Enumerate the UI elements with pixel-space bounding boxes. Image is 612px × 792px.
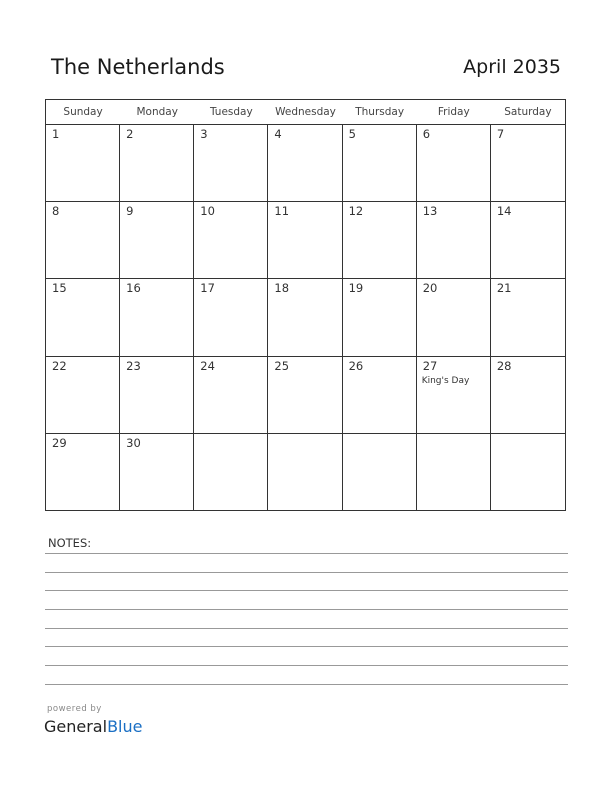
day-cell (194, 125, 268, 202)
day-number: 16 (126, 281, 141, 296)
day-number: 9 (126, 204, 134, 219)
calendar-grid (45, 99, 566, 511)
day-cell (268, 125, 342, 202)
day-cell (343, 357, 417, 434)
weekday-friday: Friday (437, 106, 470, 118)
day-number: 10 (200, 204, 215, 219)
day-cell (417, 125, 491, 202)
weekday-monday: Monday (136, 106, 178, 118)
day-cell (194, 202, 268, 279)
day-number: 28 (496, 358, 512, 373)
weekday-wednesday: Wednesday (275, 106, 336, 118)
day-cell (46, 357, 120, 434)
day-cell (491, 125, 565, 202)
day-number: 7 (496, 127, 505, 141)
weekday-sunday: Sunday (63, 106, 103, 118)
day-number: 14 (496, 204, 512, 219)
day-number: 3 (200, 127, 208, 141)
weekday-header-row (46, 100, 565, 125)
day-number: 18 (274, 281, 290, 296)
day-number: 4 (274, 127, 282, 141)
day-number: 13 (422, 204, 438, 219)
day-number: 24 (200, 358, 215, 373)
day-number: 2 (126, 127, 134, 141)
days-grid (46, 125, 565, 511)
day-cell (46, 279, 120, 356)
holiday-label: King's Day (421, 375, 470, 386)
day-number: 22 (52, 358, 67, 373)
day-number: 20 (422, 281, 438, 296)
day-cell (343, 434, 417, 511)
day-number: 23 (126, 358, 141, 373)
day-cell (194, 357, 268, 434)
day-number: 5 (348, 127, 356, 141)
notes-line (45, 628, 568, 629)
day-number: 21 (496, 281, 512, 296)
day-cell (268, 202, 342, 279)
day-number: 29 (52, 435, 67, 450)
day-cell (120, 357, 194, 434)
month-year-title: April 2035 (463, 56, 561, 78)
day-number: 27 (422, 358, 438, 373)
day-cell (417, 434, 491, 511)
notes-line (45, 572, 568, 573)
day-number: 11 (274, 204, 290, 219)
notes-line (45, 684, 568, 685)
brand-general: General (44, 717, 108, 736)
day-number: 1 (52, 127, 60, 141)
notes-line (45, 646, 568, 647)
day-cell (343, 125, 417, 202)
day-number: 26 (348, 358, 364, 373)
day-cell (194, 434, 268, 511)
day-cell (491, 434, 565, 511)
powered-by-text: powered by (47, 704, 102, 714)
day-cell (194, 279, 268, 356)
day-cell (491, 279, 565, 356)
day-cell (491, 202, 565, 279)
notes-line (45, 609, 568, 610)
day-cell (120, 202, 194, 279)
weekday-tuesday: Tuesday (209, 106, 253, 118)
weekday-thursday: Thursday (355, 106, 405, 118)
day-number: 8 (52, 204, 60, 219)
day-number: 12 (348, 204, 364, 219)
day-number: 25 (274, 358, 290, 373)
day-number: 17 (200, 281, 215, 296)
brand-blue: Blue (107, 717, 143, 736)
day-cell (120, 125, 194, 202)
day-cell (343, 202, 417, 279)
day-cell (46, 202, 120, 279)
notes-label: NOTES: (48, 536, 92, 550)
day-number: 19 (348, 281, 364, 296)
day-cell (417, 202, 491, 279)
day-cell (46, 125, 120, 202)
day-number: 15 (52, 281, 67, 296)
day-cell (268, 357, 342, 434)
day-cell (268, 434, 342, 511)
notes-line (45, 665, 568, 666)
brand-logo (44, 717, 142, 736)
day-cell (46, 434, 120, 511)
day-cell (417, 357, 491, 434)
notes-line (45, 590, 568, 591)
day-cell (491, 357, 565, 434)
day-cell (120, 279, 194, 356)
day-cell (417, 279, 491, 356)
day-cell (120, 434, 194, 511)
day-number: 6 (422, 127, 431, 141)
weekday-saturday: Saturday (504, 106, 552, 118)
country-title: The Netherlands (51, 55, 225, 79)
day-number: 30 (126, 435, 141, 450)
notes-line (45, 553, 568, 554)
day-cell (343, 279, 417, 356)
day-cell (268, 279, 342, 356)
